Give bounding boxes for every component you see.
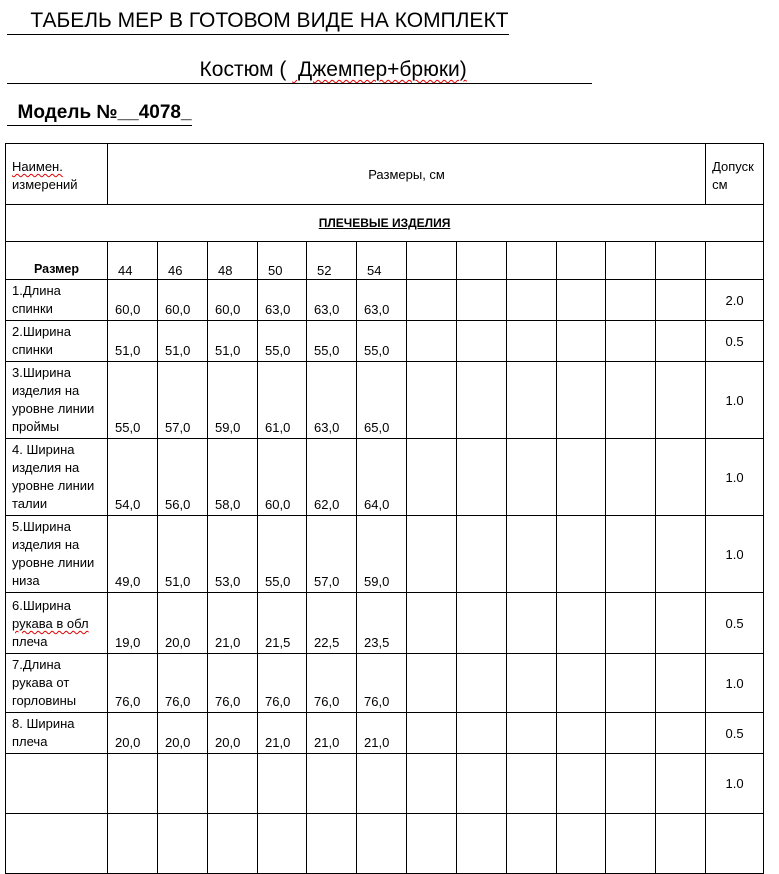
measurement-name — [6, 280, 108, 321]
measurement-name-line: изделия на — [12, 383, 80, 398]
empty-value-cell — [656, 713, 706, 754]
value-size-52 — [307, 814, 357, 874]
measurement-name-line: 4. Ширина — [12, 442, 75, 457]
size-52: 52 — [307, 242, 357, 280]
measurement-name-line: спинки — [12, 342, 53, 357]
measurement-name-line: изделия на — [12, 460, 80, 475]
value-size-48: 20,0 — [208, 713, 258, 754]
empty-value-cell — [557, 713, 606, 754]
value-size-48: 60,0 — [208, 280, 258, 321]
empty-value-cell — [656, 321, 706, 362]
header-name-line2: измерений — [12, 177, 78, 192]
empty-size-cell — [507, 242, 557, 280]
measurement-name-line: уровне линии — [12, 478, 95, 493]
empty-value-cell — [557, 439, 606, 516]
product-name: Джемпер+брюки) — [292, 58, 467, 81]
value-size-54: 55,0 — [357, 321, 407, 362]
value-size-46 — [158, 754, 208, 814]
value-size-44 — [108, 754, 158, 814]
tolerance-value: 1.0 — [706, 516, 764, 593]
size-50: 50 — [258, 242, 307, 280]
empty-value-cell — [507, 713, 557, 754]
value-size-44: 76,0 — [108, 654, 158, 713]
empty-value-cell — [457, 713, 507, 754]
value-size-46 — [158, 814, 208, 874]
tolerance-value: 1.0 — [706, 654, 764, 713]
table-row — [6, 321, 764, 362]
table-header-row — [6, 144, 764, 205]
section-title-text: ПЛЕЧЕВЫЕ ИЗДЕЛИЯ — [318, 216, 451, 230]
empty-value-cell — [656, 516, 706, 593]
empty-value-cell — [606, 654, 656, 713]
table-row — [6, 593, 764, 654]
empty-value-cell — [557, 654, 606, 713]
measurement-name-line: 8. Ширина — [12, 716, 75, 731]
header-name-line1: Наимен. — [12, 159, 63, 174]
measurement-name-line: горловины — [12, 693, 77, 708]
header-tolerance-line1: Допуск — [712, 159, 754, 174]
value-size-48: 59,0 — [208, 362, 258, 439]
value-size-48: 76,0 — [208, 654, 258, 713]
measurement-name-line: спинки — [12, 301, 53, 316]
table-row — [6, 754, 764, 814]
measurement-name-line: 3.Ширина — [12, 365, 71, 380]
tolerance-value: 1.0 — [706, 439, 764, 516]
measurement-name-line: проймы — [12, 419, 60, 434]
value-size-44: 19,0 — [108, 593, 158, 654]
empty-value-cell — [606, 439, 656, 516]
value-size-52: 22,5 — [307, 593, 357, 654]
size-46: 46 — [158, 242, 208, 280]
value-size-54: 76,0 — [357, 654, 407, 713]
empty-value-cell — [656, 593, 706, 654]
value-size-52: 63,0 — [307, 280, 357, 321]
empty-value-cell — [606, 814, 656, 874]
value-size-50: 76,0 — [258, 654, 307, 713]
empty-value-cell — [606, 516, 656, 593]
value-size-50: 55,0 — [258, 516, 307, 593]
empty-size-cell — [656, 242, 706, 280]
value-size-48: 58,0 — [208, 439, 258, 516]
empty-size-cell — [457, 242, 507, 280]
measurements-table — [5, 143, 764, 874]
value-size-46: 20,0 — [158, 713, 208, 754]
value-size-46: 60,0 — [158, 280, 208, 321]
value-size-48: 53,0 — [208, 516, 258, 593]
measurement-name-line: плеча — [12, 734, 48, 749]
empty-value-cell — [557, 321, 606, 362]
empty-value-cell — [407, 713, 457, 754]
empty-value-cell — [656, 280, 706, 321]
product-prefix: Костюм ( — [7, 58, 293, 81]
empty-size-cell — [557, 242, 606, 280]
value-size-52: 76,0 — [307, 654, 357, 713]
value-size-44: 20,0 — [108, 713, 158, 754]
value-size-50 — [258, 814, 307, 874]
value-size-50: 61,0 — [258, 362, 307, 439]
empty-value-cell — [507, 516, 557, 593]
empty-value-cell — [557, 516, 606, 593]
measurement-name — [6, 754, 108, 814]
measurement-name-line: 1.Длина — [12, 283, 61, 298]
value-size-54: 63,0 — [357, 280, 407, 321]
value-size-54: 23,5 — [357, 593, 407, 654]
empty-value-cell — [656, 654, 706, 713]
empty-value-cell — [507, 593, 557, 654]
empty-value-cell — [656, 362, 706, 439]
value-size-46: 20,0 — [158, 593, 208, 654]
value-size-48 — [208, 814, 258, 874]
tolerance-value — [706, 814, 764, 874]
value-size-46: 51,0 — [158, 321, 208, 362]
size-48: 48 — [208, 242, 258, 280]
table-row — [6, 713, 764, 754]
empty-value-cell — [557, 280, 606, 321]
table-row — [6, 516, 764, 593]
empty-value-cell — [606, 362, 656, 439]
empty-value-cell — [407, 593, 457, 654]
empty-value-cell — [457, 754, 507, 814]
measurement-name — [6, 321, 108, 362]
measurement-name-line: 2.Ширина — [12, 324, 71, 339]
value-size-44: 49,0 — [108, 516, 158, 593]
measurement-name-line: 5.Ширина — [12, 519, 71, 534]
empty-value-cell — [507, 814, 557, 874]
tolerance-value: 0.5 — [706, 713, 764, 754]
empty-value-cell — [407, 321, 457, 362]
empty-size-cell — [606, 242, 656, 280]
value-size-52: 62,0 — [307, 439, 357, 516]
value-size-52: 21,0 — [307, 713, 357, 754]
empty-value-cell — [457, 516, 507, 593]
empty-value-cell — [457, 321, 507, 362]
tolerance-value: 2.0 — [706, 280, 764, 321]
value-size-48: 21,0 — [208, 593, 258, 654]
measurement-name-line: рукава в обл — [12, 616, 89, 631]
empty-value-cell — [606, 280, 656, 321]
empty-value-cell — [507, 439, 557, 516]
value-size-54 — [357, 754, 407, 814]
table-row — [6, 280, 764, 321]
value-size-52: 63,0 — [307, 362, 357, 439]
model-number: Модель №__4078_ — [7, 101, 192, 126]
empty-value-cell — [457, 439, 507, 516]
value-size-54: 65,0 — [357, 362, 407, 439]
value-size-48: 51,0 — [208, 321, 258, 362]
value-size-52: 55,0 — [307, 321, 357, 362]
measurement-name-line: низа — [12, 573, 40, 588]
document-title: ТАБЕЛЬ МЕР В ГОТОВОМ ВИДЕ НА КОМПЛЕКТ — [7, 8, 509, 35]
empty-value-cell — [507, 280, 557, 321]
value-size-46: 51,0 — [158, 516, 208, 593]
measurement-name — [6, 439, 108, 516]
empty-value-cell — [407, 362, 457, 439]
empty-value-cell — [457, 362, 507, 439]
header-tolerance-line2: см — [712, 177, 728, 192]
product-line — [7, 57, 592, 84]
value-size-50: 60,0 — [258, 439, 307, 516]
value-size-46: 57,0 — [158, 362, 208, 439]
value-size-44: 60,0 — [108, 280, 158, 321]
value-size-44: 51,0 — [108, 321, 158, 362]
value-size-50: 63,0 — [258, 280, 307, 321]
empty-value-cell — [457, 814, 507, 874]
value-size-46: 56,0 — [158, 439, 208, 516]
value-size-52: 57,0 — [307, 516, 357, 593]
empty-value-cell — [457, 593, 507, 654]
measurement-name-line: изделия на — [12, 537, 80, 552]
empty-value-cell — [407, 280, 457, 321]
value-size-46: 76,0 — [158, 654, 208, 713]
empty-value-cell — [407, 516, 457, 593]
empty-value-cell — [407, 814, 457, 874]
size-54: 54 — [357, 242, 407, 280]
value-size-48 — [208, 754, 258, 814]
value-size-44: 55,0 — [108, 362, 158, 439]
empty-value-cell — [656, 439, 706, 516]
size-44: 44 — [108, 242, 158, 280]
value-size-44 — [108, 814, 158, 874]
value-size-54 — [357, 814, 407, 874]
value-size-50 — [258, 754, 307, 814]
tolerance-value: 1.0 — [706, 754, 764, 814]
tolerance-value: 1.0 — [706, 362, 764, 439]
measurement-name — [6, 713, 108, 754]
empty-value-cell — [557, 362, 606, 439]
value-size-54: 59,0 — [357, 516, 407, 593]
empty-value-cell — [507, 321, 557, 362]
empty-value-cell — [407, 439, 457, 516]
measurement-name — [6, 516, 108, 593]
table-row — [6, 362, 764, 439]
empty-value-cell — [656, 814, 706, 874]
empty-value-cell — [457, 654, 507, 713]
section-title — [6, 205, 764, 242]
empty-value-cell — [507, 654, 557, 713]
empty-value-cell — [606, 321, 656, 362]
measurement-name — [6, 654, 108, 713]
measurement-name-line: уровне линии — [12, 555, 95, 570]
value-size-50: 21,0 — [258, 713, 307, 754]
tolerance-value: 0.5 — [706, 593, 764, 654]
measurement-name — [6, 814, 108, 874]
value-size-54: 21,0 — [357, 713, 407, 754]
empty-value-cell — [557, 593, 606, 654]
empty-value-cell — [656, 754, 706, 814]
measurement-name-line: талии — [12, 496, 48, 511]
value-size-44: 54,0 — [108, 439, 158, 516]
header-tolerance-cell — [706, 144, 764, 205]
measurement-name-line: уровне линии — [12, 401, 95, 416]
table-row — [6, 654, 764, 713]
value-size-50: 21,5 — [258, 593, 307, 654]
empty-value-cell — [557, 814, 606, 874]
value-size-50: 55,0 — [258, 321, 307, 362]
size-label: Размер — [6, 242, 108, 280]
measurement-name-line: рукава от — [12, 675, 70, 690]
empty-tolerance-cell — [706, 242, 764, 280]
tolerance-value: 0.5 — [706, 321, 764, 362]
empty-size-cell — [407, 242, 457, 280]
measurement-name-line: плеча — [12, 634, 48, 649]
value-size-52 — [307, 754, 357, 814]
empty-value-cell — [606, 713, 656, 754]
header-name-cell — [6, 144, 108, 205]
table-row — [6, 439, 764, 516]
measurement-name — [6, 593, 108, 654]
empty-value-cell — [507, 362, 557, 439]
measurement-name — [6, 362, 108, 439]
empty-value-cell — [457, 280, 507, 321]
measurement-name-line: 6.Ширина — [12, 598, 71, 613]
section-row — [6, 205, 764, 242]
header-sizes-cell: Размеры, см — [108, 144, 706, 205]
empty-value-cell — [557, 754, 606, 814]
empty-value-cell — [606, 754, 656, 814]
empty-value-cell — [606, 593, 656, 654]
table-row — [6, 814, 764, 874]
empty-value-cell — [507, 754, 557, 814]
empty-value-cell — [407, 654, 457, 713]
empty-value-cell — [407, 754, 457, 814]
measurement-name-line: 7.Длина — [12, 657, 61, 672]
value-size-54: 64,0 — [357, 439, 407, 516]
size-row — [6, 242, 764, 280]
